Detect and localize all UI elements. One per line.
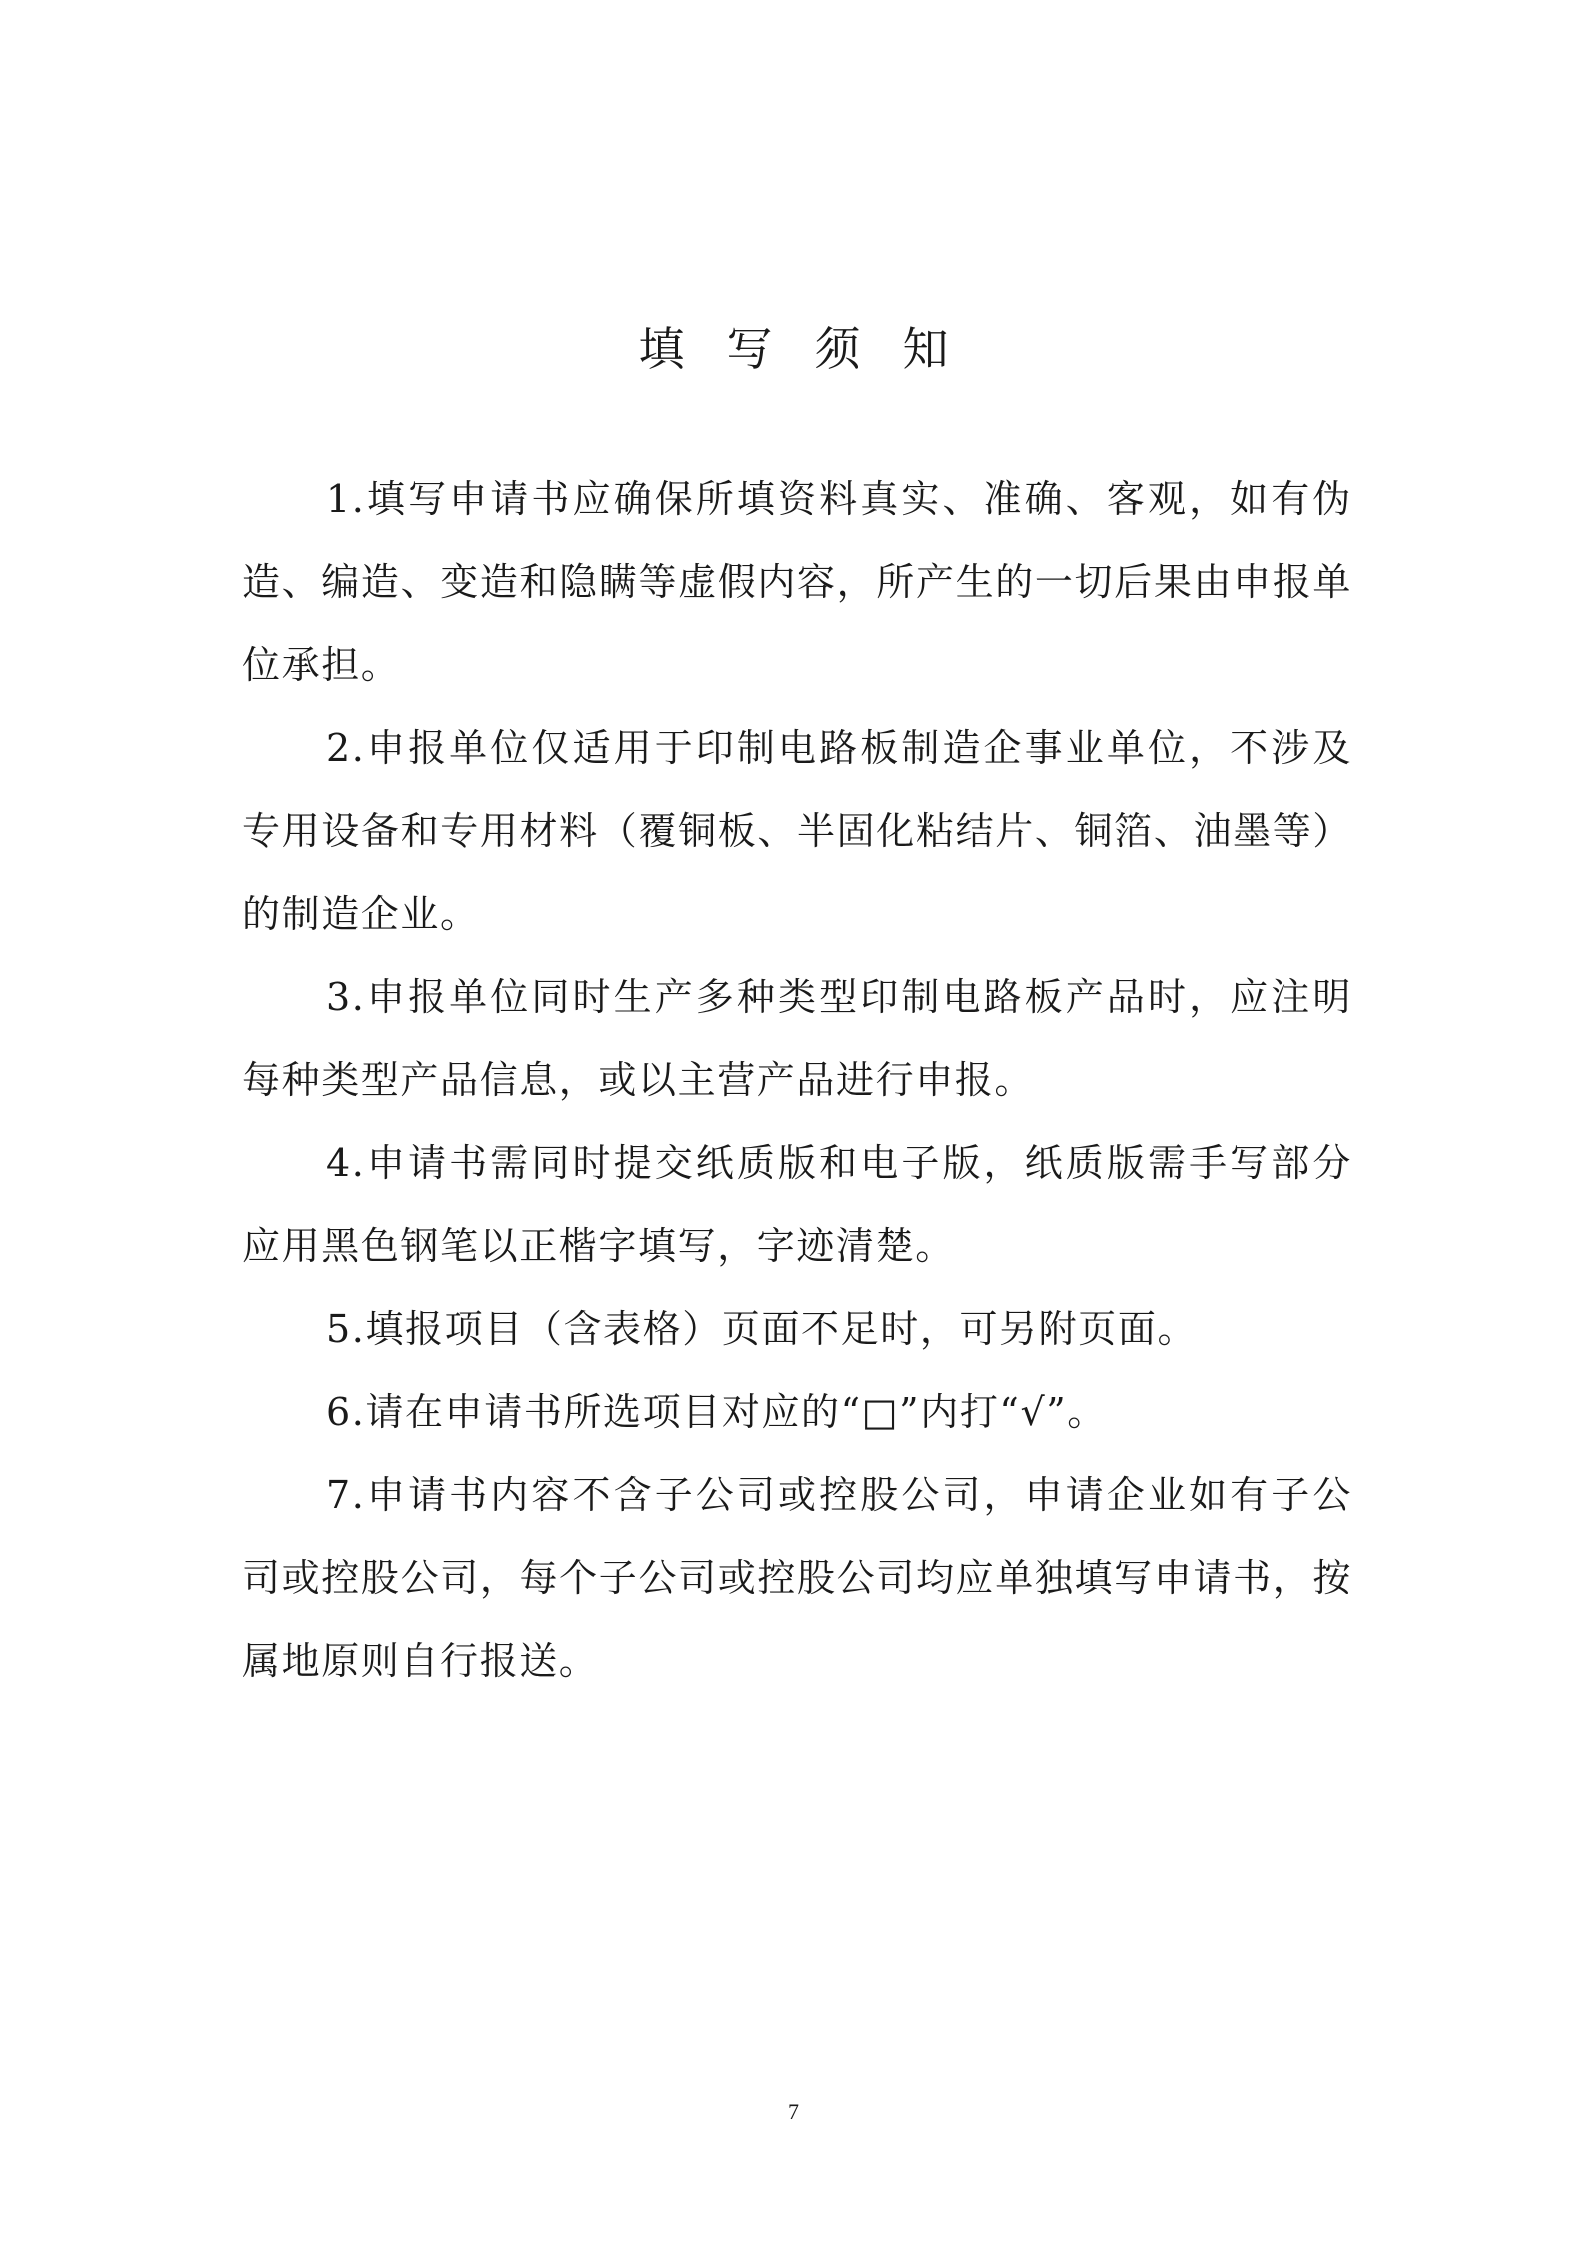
instruction-item-5: 5.填报项目（含表格）页面不足时，可另附页面。	[326, 1307, 1198, 1351]
instructions-body	[242, 458, 1352, 1703]
instruction-item-4: 4.申请书需同时提交纸质版和电子版，纸质版需手写部分应用黑色钢笔以正楷字填写，字迹清楚。	[242, 1141, 1352, 1268]
instruction-item-7: 7.申请书内容不含子公司或控股公司，申请企业如有子公司或控股公司，每个子公司或控股公司均应单独填写申请书，按属地原则自行报送。	[242, 1473, 1352, 1683]
instruction-item-1: 1.填写申请书应确保所填资料真实、准确、客观，如有伪造、编造、变造和隐瞒等虚假内容，所产生的一切后果由申报单位承担。	[242, 477, 1352, 687]
instruction-item-3: 3.申报单位同时生产多种类型印制电路板产品时，应注明每种类型产品信息，或以主营产品进行申报。	[242, 975, 1352, 1102]
instruction-item-2: 2.申报单位仅适用于印制电路板制造企事业单位，不涉及专用设备和专用材料（覆铜板、半固化粘结片、铜箔、油墨等）的制造企业。	[242, 726, 1352, 936]
instruction-item-6: 6.请在申请书所选项目对应的“□”内打“√”。	[326, 1390, 1107, 1434]
page-number: 7	[788, 2099, 799, 2124]
page-title: 填写须知	[638, 321, 991, 376]
